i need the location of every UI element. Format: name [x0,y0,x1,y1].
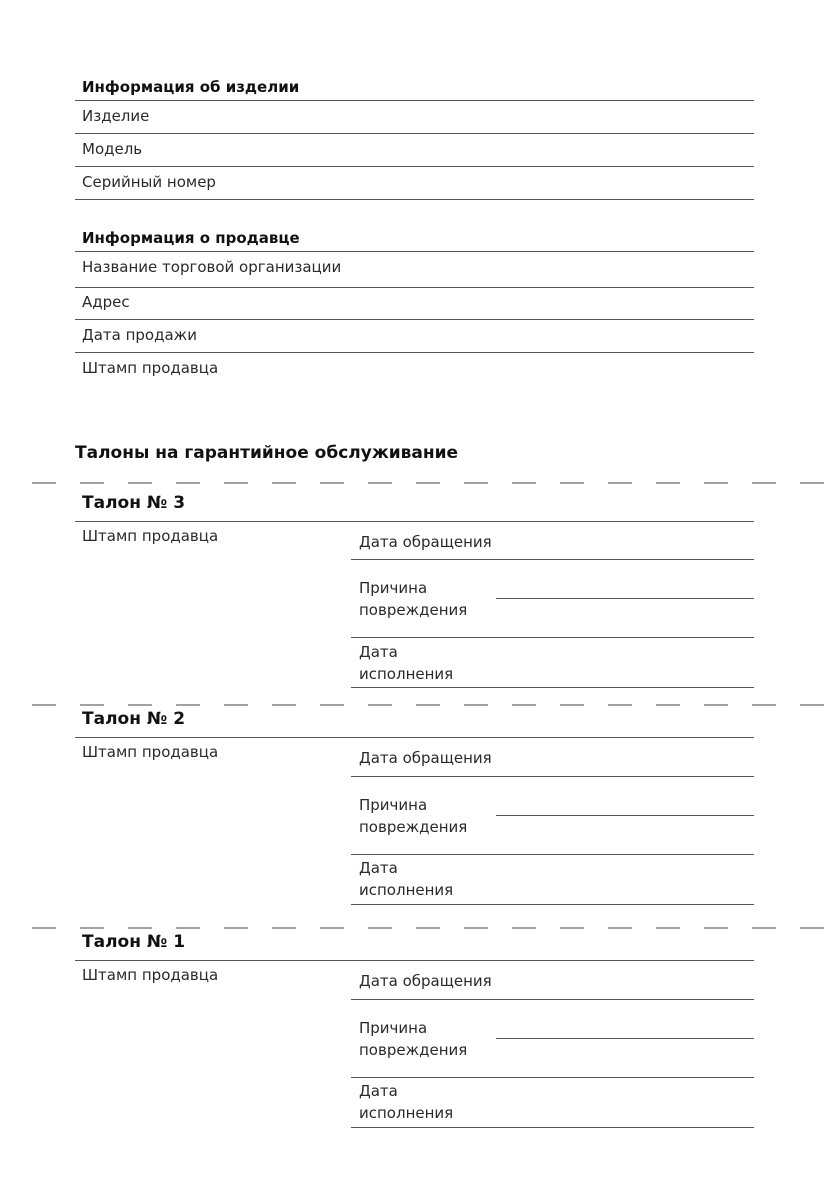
divider [75,521,754,522]
coupon-request-date-line[interactable] [351,559,754,560]
field-seller-stamp-label: Штамп продавца [82,359,219,377]
coupon-damage-label-line1: Причина [359,1019,428,1037]
coupon-damage-label-line2: повреждения [359,1041,468,1059]
field-store-name-line[interactable] [75,287,754,288]
coupon-damage-label-line2: повреждения [359,818,468,836]
field-sale-date-line[interactable] [75,352,754,353]
coupon-request-date-line[interactable] [351,776,754,777]
coupon-done-line[interactable] [351,904,754,905]
seller-info-title: Информация о продавце [82,229,300,247]
coupon-done-label-line2: исполнения [359,1104,454,1122]
coupon-request-date-label: Дата обращения [359,972,492,990]
divider [75,960,754,961]
coupon-title: Талон № 2 [82,709,186,729]
coupon-damage-label-line2: повреждения [359,601,468,619]
coupon-damage-label [359,1017,467,1061]
coupon-done-label-line1: Дата [359,1082,398,1100]
coupons-title: Талоны на гарантийное обслуживание [75,443,459,463]
coupon-done-line[interactable] [351,687,754,688]
coupon-request-date-label: Дата обращения [359,749,492,767]
cut-line [0,926,839,930]
field-model-line[interactable] [75,166,754,167]
coupon-stamp-label: Штамп продавца [82,743,219,761]
coupon-damage-bottom-line[interactable] [351,637,754,638]
coupon-stamp-label: Штамп продавца [82,966,219,984]
cut-line [0,481,839,485]
coupon-damage-line[interactable] [496,1038,754,1039]
coupon-request-date-line[interactable] [351,999,754,1000]
divider [75,100,754,101]
coupon-damage-line[interactable] [496,598,754,599]
product-info-title: Информация об изделии [82,78,300,96]
coupon-done-label-line2: исполнения [359,665,454,683]
field-product-label: Изделие [82,107,150,125]
coupon-done-label [359,1080,453,1124]
coupon-damage-bottom-line[interactable] [351,1077,754,1078]
coupon-done-label-line2: исполнения [359,881,454,899]
coupon-done-label [359,857,453,901]
field-address-label: Адрес [82,293,130,311]
coupon-stamp-label: Штамп продавца [82,527,219,545]
field-model-label: Модель [82,140,143,158]
field-serial-label: Серийный номер [82,173,216,191]
coupon-damage-label-line1: Причина [359,579,428,597]
field-store-name-label: Название торговой организации [82,258,342,276]
divider [75,737,754,738]
coupon-damage-label [359,794,467,838]
coupon-damage-label-line1: Причина [359,796,428,814]
coupon-title: Талон № 3 [82,493,186,513]
field-serial-line[interactable] [75,199,754,200]
field-sale-date-label: Дата продажи [82,326,197,344]
cut-line [0,703,839,707]
coupon-done-line[interactable] [351,1127,754,1128]
coupon-done-label [359,641,453,685]
coupon-done-label-line1: Дата [359,643,398,661]
coupon-done-label-line1: Дата [359,859,398,877]
coupon-title: Талон № 1 [82,932,186,952]
divider [75,251,754,252]
field-address-line[interactable] [75,319,754,320]
coupon-request-date-label: Дата обращения [359,533,492,551]
field-product-line[interactable] [75,133,754,134]
coupon-damage-label [359,577,467,621]
coupon-damage-line[interactable] [496,815,754,816]
coupon-damage-bottom-line[interactable] [351,854,754,855]
